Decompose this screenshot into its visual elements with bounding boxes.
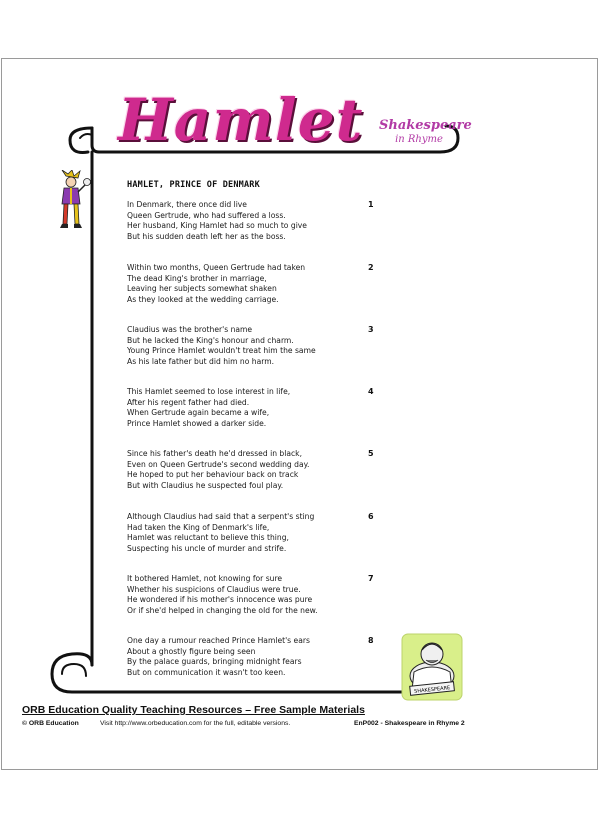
verse-line: As his late father but did him no harm. xyxy=(127,356,275,366)
copyright: © ORB Education xyxy=(22,720,79,727)
verse-line: One day a rumour reached Prince Hamlet's ears xyxy=(127,636,310,645)
jester-illustration xyxy=(54,170,94,232)
visit-note: Visit http://www.orbeducation.com for the full, editable versions. xyxy=(100,720,291,727)
verse-line: Suspecting his uncle of murder and strife. xyxy=(127,543,287,553)
verse-line: Within two months, Queen Gertrude had taken xyxy=(127,263,306,272)
bust-plaque-text: SHAKESPEARE xyxy=(413,685,451,695)
footer-title: ORB Education Quality Teaching Resources – Free Sample Materials xyxy=(22,704,365,716)
verse-line: About a ghostly figure being seen xyxy=(127,646,256,656)
verse-line: Young Prince Hamlet wouldn't treat him the same xyxy=(127,346,316,355)
verse-line: But he lacked the King's honour and charm. xyxy=(127,335,294,345)
verse-line: The dead King's brother in marriage, xyxy=(127,273,267,283)
page-title: Hamlet xyxy=(118,86,364,154)
verse-number: 2 xyxy=(368,263,374,272)
verse-line: When Gertrude again became a wife, xyxy=(127,408,270,417)
verse-line: Or if she'd helped in changing the old for the new. xyxy=(127,605,318,615)
verse-line: Whether his suspicions of Claudius were true. xyxy=(127,584,301,594)
footer-info xyxy=(22,720,582,732)
verse-line: Queen Gertrude, who had suffered a loss. xyxy=(127,210,286,220)
verse-number: 3 xyxy=(368,325,374,334)
verse-block xyxy=(127,512,387,554)
verse-line: But his sudden death left her as the boss. xyxy=(127,231,286,241)
verse-block xyxy=(127,263,387,305)
logo-line-2: in Rhyme xyxy=(395,134,443,145)
verse-line: After his regent father had died. xyxy=(127,397,250,407)
verse-line: But with Claudius he suspected foul play. xyxy=(127,480,284,490)
verse-line: By the palace guards, bringing midnight fears xyxy=(127,657,302,666)
verse-line: But on communication it wasn't too keen. xyxy=(127,667,286,677)
verse-line: Claudius was the brother's name xyxy=(127,325,253,334)
verse-line: As they looked at the wedding carriage. xyxy=(127,294,279,304)
section-heading: HAMLET, PRINCE OF DENMARK xyxy=(127,180,260,190)
verse-number: 6 xyxy=(368,512,374,521)
verse-line: It bothered Hamlet, not knowing for sure xyxy=(127,574,283,583)
verse-line: Since his father's death he'd dressed in black, xyxy=(127,449,302,458)
verse-block xyxy=(127,636,387,678)
verse-line: Even on Queen Gertrude's second wedding day. xyxy=(127,459,310,469)
verse-line: This Hamlet seemed to lose interest in life, xyxy=(127,387,291,396)
product-code: EnP002 - Shakespeare in Rhyme 2 xyxy=(354,720,465,727)
verse-line: Hamlet was reluctant to believe this thing, xyxy=(127,533,289,542)
logo-line-1: Shakespeare xyxy=(379,118,472,133)
shakespeare-in-rhyme-logo xyxy=(379,118,472,154)
verse-number: 4 xyxy=(368,387,374,396)
verse-number: 5 xyxy=(368,449,374,458)
verse-block xyxy=(127,325,387,367)
verse-number: 8 xyxy=(368,636,374,645)
verse-line: In Denmark, there once did live xyxy=(127,200,247,209)
verse-line: Although Claudius had said that a serpent's sting xyxy=(127,512,315,521)
verse-line: He hoped to put her behaviour back on track xyxy=(127,470,299,479)
verse-line: Her husband, King Hamlet had so much to give xyxy=(127,221,307,230)
verse-number: 1 xyxy=(368,200,374,209)
verse-block xyxy=(127,387,387,429)
verse-line: He wondered if his mother's innocence was pure xyxy=(127,595,313,604)
verse-block xyxy=(127,574,387,616)
verse-number: 7 xyxy=(368,574,374,583)
shakespeare-bust-illustration xyxy=(400,632,464,702)
verse-line: Leaving her subjects somewhat shaken xyxy=(127,284,277,293)
verse-block xyxy=(127,200,387,242)
verse-line: Had taken the King of Denmark's life, xyxy=(127,522,270,532)
verse-block xyxy=(127,449,387,491)
verse-line: Prince Hamlet showed a darker side. xyxy=(127,418,267,428)
